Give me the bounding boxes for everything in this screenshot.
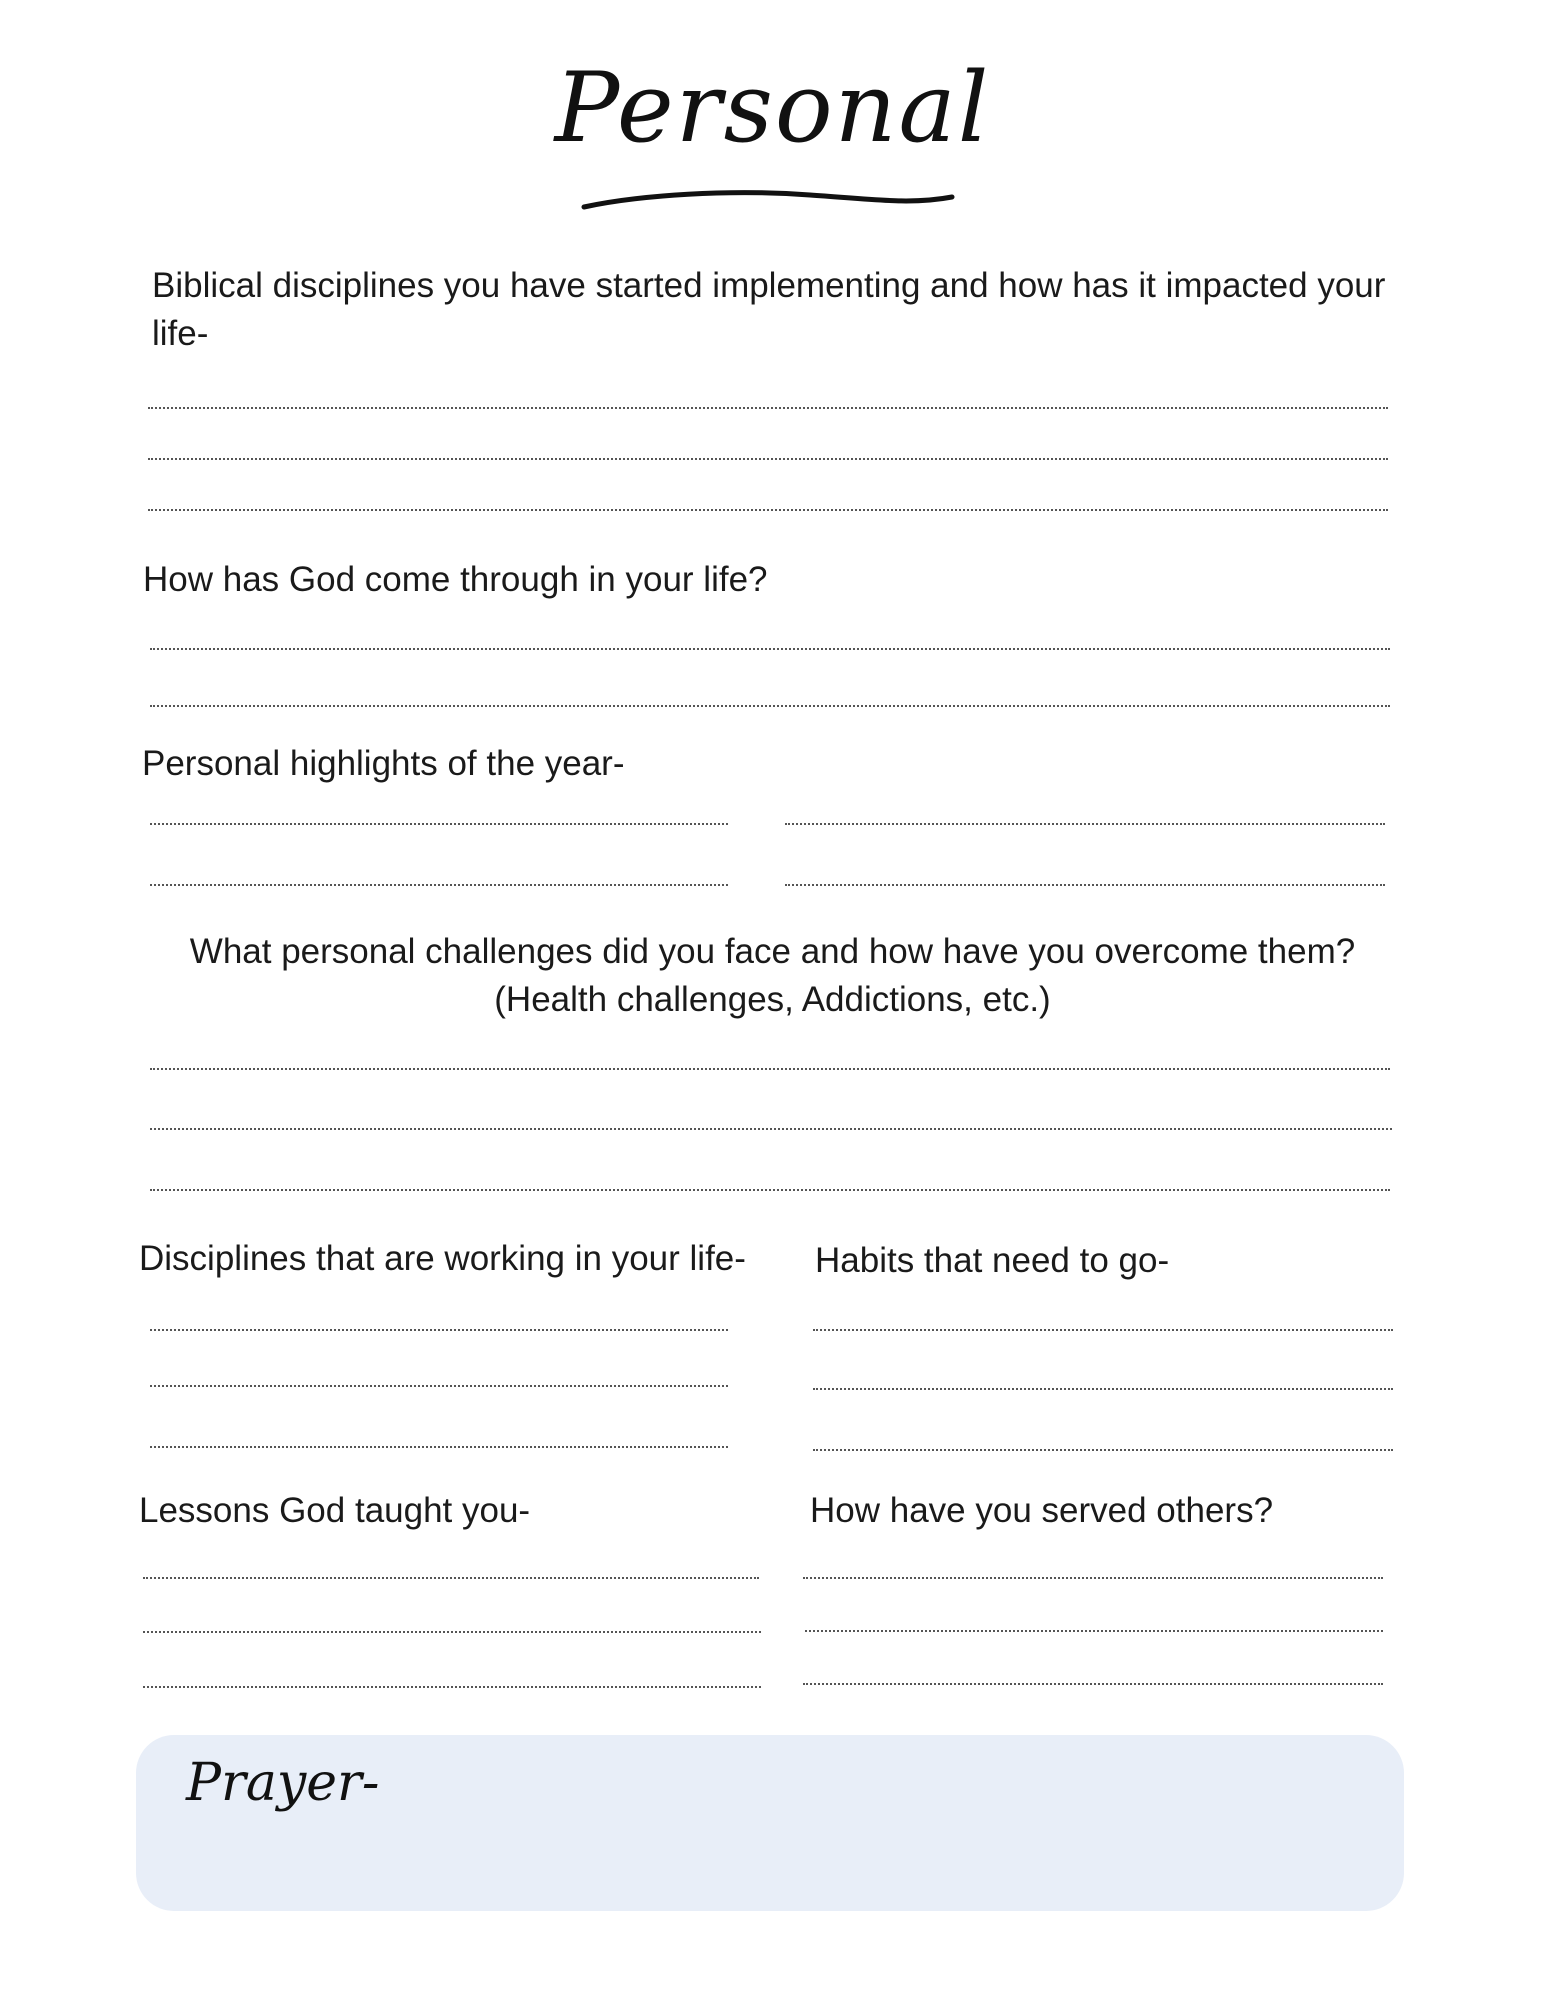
answer-line[interactable] xyxy=(150,1128,1392,1130)
answer-line[interactable] xyxy=(813,1329,1393,1331)
answer-line[interactable] xyxy=(150,884,728,886)
answer-line[interactable] xyxy=(150,1385,728,1387)
prayer-label: Prayer- xyxy=(186,1753,380,1813)
answer-line[interactable] xyxy=(148,407,1388,409)
prayer-box[interactable] xyxy=(136,1735,1404,1911)
answer-line[interactable] xyxy=(148,509,1388,511)
highlights-question: Personal highlights of the year- xyxy=(142,744,625,783)
disciplines-working-question: Disciplines that are working in your life- xyxy=(139,1239,746,1278)
answer-line[interactable] xyxy=(813,1388,1393,1390)
challenges-note: (Health challenges, Addictions, etc.) xyxy=(494,980,1051,1019)
title-underline-swash xyxy=(580,185,960,215)
biblical-disciplines-question: Biblical disciplines you have started implementing and how has it impacted your life- xyxy=(152,266,1386,353)
answer-line[interactable] xyxy=(150,705,1390,707)
answer-line[interactable] xyxy=(150,1068,1390,1070)
god-came-through-question: How has God come through in your life? xyxy=(143,560,768,599)
page-title: Personal xyxy=(554,52,991,164)
answer-line[interactable] xyxy=(813,1449,1393,1451)
answer-line[interactable] xyxy=(150,648,1390,650)
answer-line[interactable] xyxy=(150,823,728,825)
challenges-question: What personal challenges did you face and how have you overcome them? xyxy=(189,932,1356,971)
answer-line[interactable] xyxy=(803,1683,1383,1685)
answer-line[interactable] xyxy=(150,1189,1390,1191)
answer-line[interactable] xyxy=(785,884,1385,886)
answer-line[interactable] xyxy=(803,1577,1383,1579)
answer-line[interactable] xyxy=(150,1329,728,1331)
lessons-question: Lessons God taught you- xyxy=(139,1491,531,1530)
answer-line[interactable] xyxy=(148,458,1388,460)
answer-line[interactable] xyxy=(805,1630,1383,1632)
habits-to-go-question: Habits that need to go- xyxy=(815,1241,1170,1280)
answer-line[interactable] xyxy=(143,1577,759,1579)
answer-line[interactable] xyxy=(143,1631,761,1633)
served-others-question: How have you served others? xyxy=(810,1491,1274,1530)
answer-line[interactable] xyxy=(143,1686,761,1688)
answer-line[interactable] xyxy=(785,823,1385,825)
answer-line[interactable] xyxy=(150,1446,728,1448)
